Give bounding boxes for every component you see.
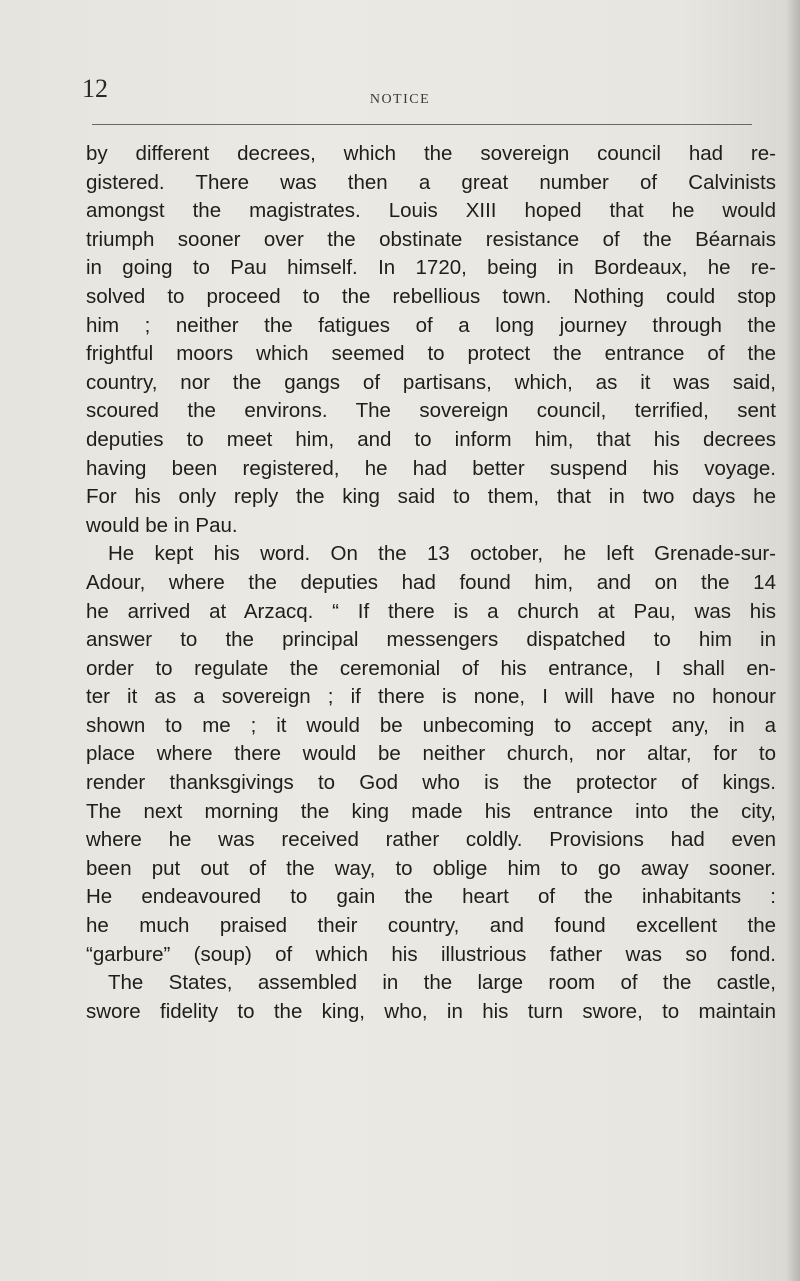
text-line: scoured the environs. The sovereign council, terrified, sent [86, 399, 776, 423]
text-line: would be in Pau. [86, 513, 238, 537]
text-line: amongst the magistrates. Louis XIII hoped that he would [86, 199, 776, 223]
text-line: him ; neither the fatigues of a long journey through the [86, 313, 776, 337]
text-line: He kept his word. On the 13 october, he left Grenade-sur- [108, 542, 776, 566]
text-line: ter it as a sovereign ; if there is none, I will have no honour [86, 685, 776, 709]
running-head: NOTICE [369, 92, 431, 107]
text-line: he much praised their country, and found excellent the [86, 914, 776, 938]
text-line: shown to me ; it would be unbecoming to accept any, in a [86, 713, 776, 737]
text-line: Adour, where the deputies had found him, and on the 14 [86, 570, 776, 594]
text-line: The States, assembled in the large room of the castle, [108, 971, 776, 995]
page-number: 12 [82, 74, 108, 103]
text-line: place where there would be neither church, nor altar, for to [86, 742, 776, 766]
text-line: answer to the principal messengers dispatched to him in [86, 628, 776, 652]
text-line: frightful moors which seemed to protect the entrance of the [86, 342, 776, 366]
text-line: For his only reply the king said to them, that in two days he [86, 485, 776, 509]
text-line: having been registered, he had better suspend his voyage. [86, 456, 776, 480]
text-line: He endeavoured to gain the heart of the inhabitants : [86, 885, 776, 909]
text-line: where he was received rather coldly. Provisions had even [86, 828, 776, 852]
body-text [86, 140, 776, 1026]
text-line: swore fidelity to the king, who, in his turn swore, to maintain [86, 999, 776, 1023]
text-line: The next morning the king made his entrance into the city, [86, 799, 776, 823]
text-line: been put out of the way, to oblige him to go away sooner. [86, 856, 776, 880]
text-line: solved to proceed to the rebellious town. Nothing could stop [86, 284, 776, 308]
text-line: in going to Pau himself. In 1720, being in Bordeaux, he re- [86, 256, 776, 280]
text-line: triumph sooner over the obstinate resistance of the Béarnais [86, 227, 776, 251]
text-line: country, nor the gangs of partisans, which, as it was said, [86, 370, 776, 394]
text-line: he arrived at Arzacq. “ If there is a church at Pau, was his [86, 599, 776, 623]
header-rule [92, 124, 752, 125]
text-line: order to regulate the ceremonial of his entrance, I shall en- [86, 656, 776, 680]
page-edge-shadow [786, 0, 800, 1281]
text-line: render thanksgivings to God who is the protector of kings. [86, 771, 776, 795]
text-line: gistered. There was then a great number of Calvinists [86, 170, 776, 194]
text-line: deputies to meet him, and to inform him, that his decrees [86, 427, 776, 451]
text-line: by different decrees, which the sovereign council had re- [86, 142, 776, 165]
text-line: “garbure” (soup) of which his illustrious father was so fond. [86, 942, 776, 966]
